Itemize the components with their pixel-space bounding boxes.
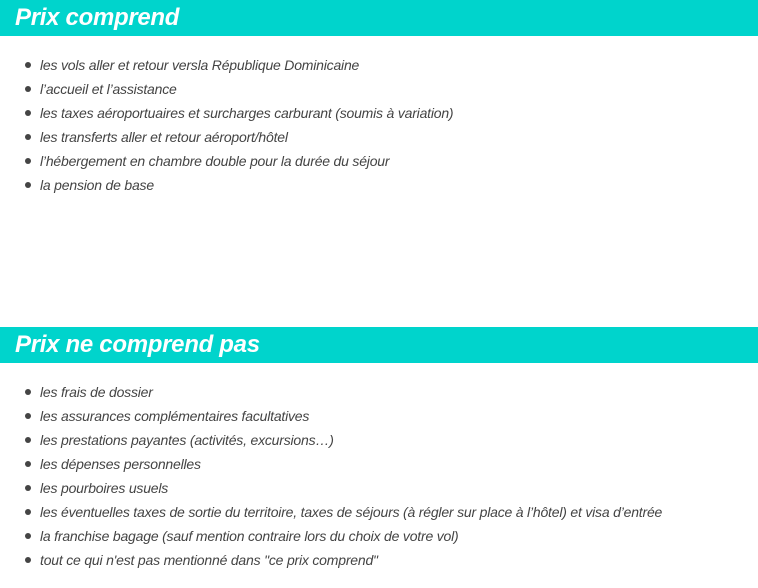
list-item-text: tout ce qui n'est pas mentionné dans "ce prix comprend": [40, 552, 378, 568]
list-item: [0, 524, 662, 548]
list-item: [0, 77, 453, 101]
bullet-icon: [25, 485, 31, 491]
list-item-text: la pension de base: [40, 177, 154, 193]
list-item-text: les taxes aéroportuaires et surcharges carburant (soumis à variation): [40, 105, 454, 121]
list-item-text: l’accueil et l’assistance: [40, 81, 177, 97]
list-item: [0, 173, 453, 197]
bullet-icon: [25, 509, 31, 515]
bullet-icon: [25, 461, 31, 467]
list-item: [0, 149, 453, 173]
bullet-icon: [25, 62, 31, 68]
list-item: [0, 548, 662, 572]
bullet-icon: [25, 533, 31, 539]
list-item-text: les frais de dossier: [40, 384, 153, 400]
list-item: [0, 101, 453, 125]
list-item: [0, 500, 662, 524]
list-item: [0, 125, 453, 149]
list-item-text: les éventuelles taxes de sortie du territoire, taxes de séjours (à régler sur place à l’hôtel) et visa d’entrée: [40, 504, 663, 520]
bullet-icon: [25, 134, 31, 140]
bullet-icon: [25, 557, 31, 563]
list-item-text: les prestations payantes (activités, excursions…): [40, 432, 334, 448]
section-header-not-included: [0, 327, 758, 363]
bullet-icon: [25, 437, 31, 443]
section-title: Prix ne comprend pas: [15, 331, 260, 358]
bullet-icon: [25, 413, 31, 419]
list-item: [0, 476, 662, 500]
bullet-icon: [25, 182, 31, 188]
list-item: [0, 452, 662, 476]
list-item-text: les transferts aller et retour aéroport/hôtel: [40, 129, 288, 145]
list-item: [0, 404, 662, 428]
bullet-icon: [25, 389, 31, 395]
list-item-text: l’hébergement en chambre double pour la durée du séjour: [40, 153, 390, 169]
list-item-text: les pourboires usuels: [40, 480, 169, 496]
list-item-text: la franchise bagage (sauf mention contraire lors du choix de votre vol): [40, 528, 459, 544]
bullet-icon: [25, 110, 31, 116]
list-item-text: les dépenses personnelles: [40, 456, 201, 472]
section-header-included: [0, 0, 758, 36]
bullet-icon: [25, 86, 31, 92]
list-item-text: les assurances complémentaires facultatives: [40, 408, 310, 424]
list-item: [0, 53, 453, 77]
included-list: [0, 53, 453, 197]
list-item: [0, 428, 662, 452]
list-item: [0, 380, 662, 404]
not-included-list: [0, 380, 662, 572]
bullet-icon: [25, 158, 31, 164]
list-item-text: les vols aller et retour versla République Dominicaine: [40, 57, 360, 73]
section-title: Prix comprend: [15, 4, 180, 31]
